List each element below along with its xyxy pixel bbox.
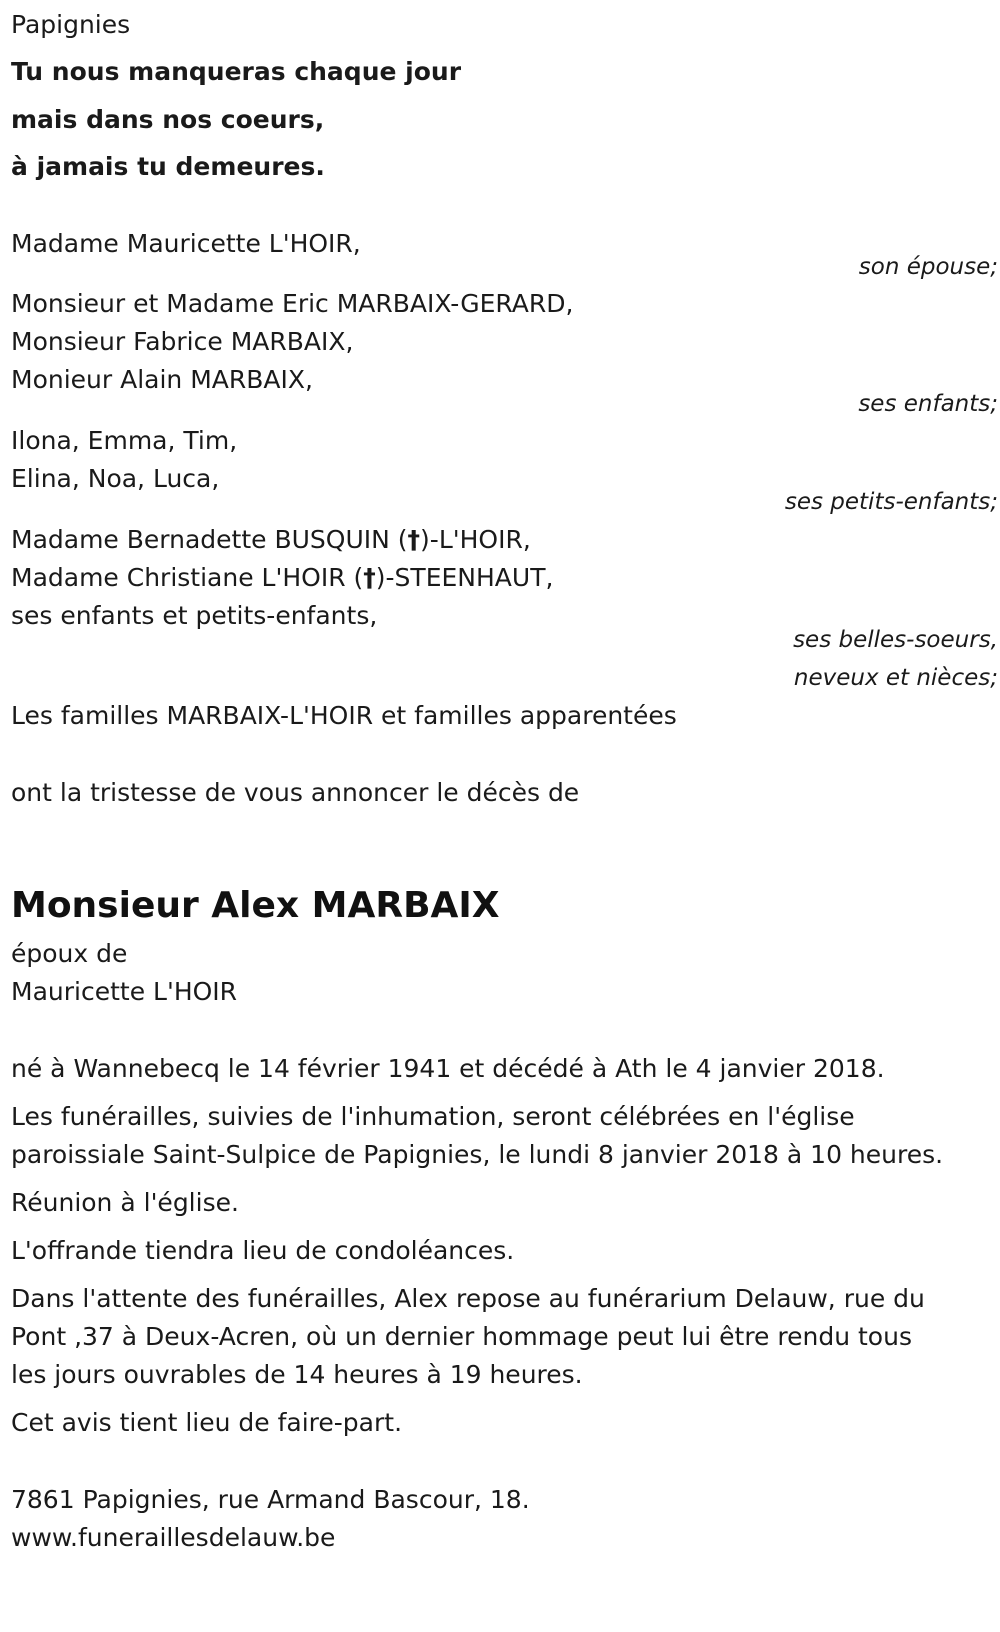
inlaw-1: Madame Bernadette BUSQUIN (†)-L'HOIR, (11, 525, 531, 554)
birth-death: né à Wannebecq le 14 février 1941 et décédé à Ath le 4 janvier 2018. (11, 1054, 885, 1083)
announcement-intro: ont la tristesse de vous annoncer le décès de (11, 778, 580, 807)
grandchildren-relation: ses petits-enfants; (784, 489, 998, 515)
spouse-name: Madame Mauricette L'HOIR, (11, 229, 361, 258)
child-2: Monsieur Fabrice MARBAIX, (11, 327, 354, 356)
families: Les familles MARBAIX-L'HOIR et familles apparentées (11, 701, 677, 730)
offering: L'offrande tiendra lieu de condoléances. (11, 1236, 515, 1265)
inlaw-3: ses enfants et petits-enfants, (11, 601, 378, 630)
spouse-of-name: Mauricette L'HOIR (11, 977, 238, 1006)
repose-line-3: les jours ouvrables de 14 heures à 19 heures. (11, 1360, 583, 1389)
repose-line-2: Pont ,37 à Deux-Acren, où un dernier hommage peut lui être rendu tous (11, 1322, 912, 1351)
address: 7861 Papignies, rue Armand Bascour, 18. (11, 1485, 530, 1514)
meeting: Réunion à l'église. (11, 1188, 239, 1217)
poem-line-2: mais dans nos coeurs, (11, 105, 325, 134)
website-link[interactable]: www.funeraillesdelauw.be (11, 1523, 336, 1552)
poem-line-1: Tu nous manqueras chaque jour (11, 57, 462, 86)
child-1: Monsieur et Madame Eric MARBAIX-GERARD, (11, 289, 574, 318)
spouse-relation: son épouse; (858, 254, 998, 280)
funeral-line-1: Les funérailles, suivies de l'inhumation, seront célébrées en l'église (11, 1102, 855, 1131)
children-relation: ses enfants; (858, 391, 998, 417)
grandchildren-1: Ilona, Emma, Tim, (11, 426, 238, 455)
notice: Cet avis tient lieu de faire-part. (11, 1408, 403, 1437)
repose-line-1: Dans l'attente des funérailles, Alex repose au funérarium Delauw, rue du (11, 1284, 925, 1313)
inlaw-2: Madame Christiane L'HOIR (†)-STEENHAUT, (11, 563, 554, 592)
inlaws-relation-1: ses belles-soeurs, (793, 627, 998, 653)
location: Papignies (11, 10, 131, 39)
spouse-of-label: époux de (11, 939, 128, 968)
inlaws-relation-2: neveux et nièces; (793, 665, 998, 691)
funeral-line-2: paroissiale Saint-Sulpice de Papignies, le lundi 8 janvier 2018 à 10 heures. (11, 1140, 944, 1169)
deceased-name: Monsieur Alex MARBAIX (11, 885, 500, 926)
child-3: Monieur Alain MARBAIX, (11, 365, 313, 394)
cross-icon: † (407, 525, 421, 554)
cross-icon: † (363, 563, 376, 592)
poem-line-3: à jamais tu demeures. (11, 152, 325, 181)
grandchildren-2: Elina, Noa, Luca, (11, 464, 220, 493)
